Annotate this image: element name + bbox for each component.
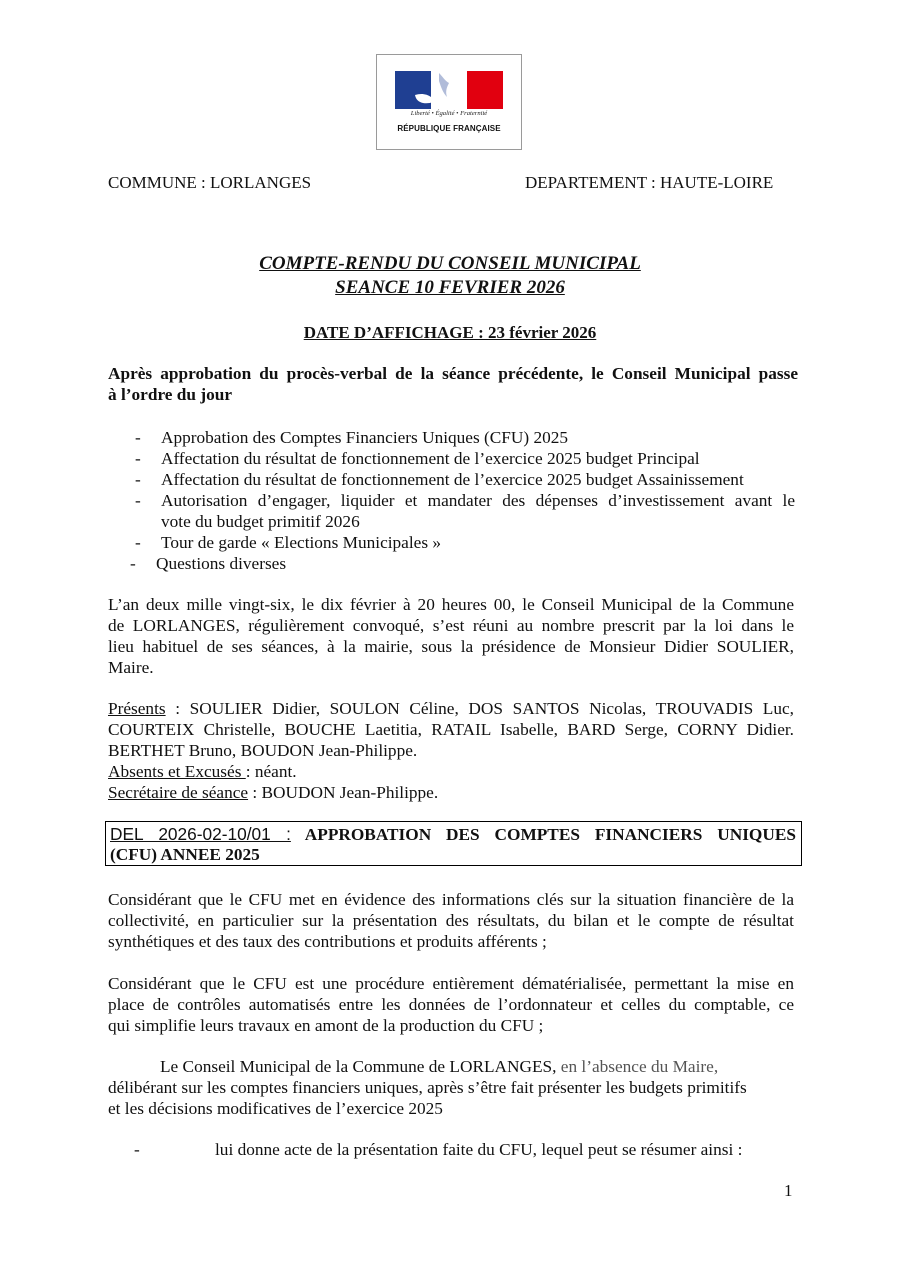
deliberation-title-cont: (CFU) ANNEE 2025	[110, 845, 260, 864]
agenda-dash: -	[135, 428, 141, 447]
council-text-absence: en l’absence du Maire,	[556, 1057, 719, 1076]
secretaire-value: : BOUDON Jean-Philippe.	[248, 783, 439, 802]
intro-paragraph	[108, 363, 798, 405]
agenda-dash: -	[135, 491, 141, 510]
logo-motto: Liberté • Égalité • Fraternité	[410, 110, 488, 117]
deliberation-title	[110, 824, 796, 845]
agenda-text: Tour de garde « Elections Municipales »	[161, 533, 442, 552]
absents-value: : néant.	[245, 762, 297, 781]
presents-line: COURTEIX Christelle, BOUCHE Laetitia, RATAIL Isabelle, BARD Serge, CORNY Didier.	[108, 720, 794, 739]
republique-francaise-logo	[376, 54, 522, 150]
agenda-dash: -	[135, 470, 141, 489]
agenda-text: Approbation des Comptes Financiers Uniques (CFU) 2025	[161, 428, 569, 447]
marianne-emblem-icon	[395, 71, 503, 109]
considerant-line: place de contrôles automatisés entre les données de l’ordonnateur et celles du comptable, ce	[108, 995, 794, 1014]
agenda-item	[135, 427, 795, 448]
absents-label: Absents et Excusés	[108, 762, 246, 781]
acte-text: lui donne acte de la présentation faite du CFU, lequel peut se résumer ainsi :	[215, 1140, 743, 1159]
commune-label: COMMUNE : LORLANGES	[108, 173, 312, 192]
presents-names: : SOULIER Didier, SOULON Céline, DOS SANTOS Nicolas, TROUVADIS Luc,	[165, 699, 794, 718]
session-paragraph	[108, 594, 794, 678]
page-number: 1	[784, 1181, 793, 1200]
session-line: Maire.	[108, 658, 154, 677]
agenda-text: Affectation du résultat de fonctionnement de l’exercice 2025 budget Assainissement	[161, 470, 744, 489]
council-text: Le Conseil Municipal de la Commune de LORLANGES,	[160, 1057, 557, 1076]
agenda-item	[135, 532, 795, 553]
agenda-text: Questions diverses	[156, 554, 287, 573]
council-line: délibérant sur les comptes financiers uniques, après s’être fait présenter les budgets primitifs	[108, 1078, 747, 1097]
departement-label: DEPARTEMENT : HAUTE-LOIRE	[525, 173, 774, 192]
considerant-line: Considérant que le CFU met en évidence des informations clés sur la situation financière de la	[108, 890, 794, 909]
considerant-line: Considérant que le CFU est une procédure entièrement dématérialisée, permettant la mise en	[108, 974, 794, 993]
agenda-text-cont: vote du budget primitif 2026	[161, 512, 360, 531]
considerant-line: synthétiques et des taux des contributions et produits afférents ;	[108, 932, 547, 951]
deliberation-header-box	[105, 821, 802, 866]
presents-label: Présents	[108, 699, 166, 718]
logo-name: RÉPUBLIQUE FRANÇAISE	[397, 124, 501, 133]
presents-line	[108, 698, 794, 719]
page-title: COMPTE-RENDU DU CONSEIL MUNICIPAL	[259, 253, 641, 274]
agenda-dash: -	[130, 554, 136, 573]
agenda-item	[135, 469, 795, 490]
page-subtitle: SEANCE 10 FEVRIER 2026	[335, 277, 565, 298]
session-line: de LORLANGES, régulièrement convoqué, s’est réuni au nombre prescrit par la loi dans le	[108, 616, 794, 635]
council-paragraph	[108, 1056, 794, 1119]
considerant-line: qui simplifie leurs travaux en amont de la production du CFU ;	[108, 1016, 544, 1035]
council-line	[108, 1056, 794, 1077]
deliberation-title-text: APPROBATION DES COMPTES FINANCIERS UNIQUES	[304, 825, 796, 844]
session-line: L’an deux mille vingt-six, le dix février à 20 heures 00, le Conseil Municipal de la Commune	[108, 595, 794, 614]
agenda-item	[135, 448, 795, 469]
agenda-text: Affectation du résultat de fonctionnement de l’exercice 2025 budget Principal	[161, 449, 700, 468]
considerant-paragraph	[108, 889, 794, 952]
agenda-dash: -	[135, 449, 141, 468]
session-line: lieu habituel de ses séances, à la mairie, sous la présidence de Monsieur Didier SOULIER,	[108, 637, 794, 656]
considerant-line: collectivité, en particulier sur la présentation des résultats, du bilan et le compte de résultat	[108, 911, 794, 930]
secretaire-label: Secrétaire de séance	[108, 783, 249, 802]
agenda-item	[130, 553, 790, 574]
agenda-item	[135, 490, 795, 532]
date-affichage: DATE D’AFFICHAGE : 23 février 2026	[303, 323, 597, 342]
agenda-text: Autorisation d’engager, liquider et mandater des dépenses d’investissement avant le	[161, 491, 795, 510]
council-line: et les décisions modificatives de l’exercice 2025	[108, 1099, 443, 1118]
intro-line: Après approbation du procès-verbal de la séance précédente, le Conseil Municipal passe	[108, 364, 798, 383]
absents-line	[108, 761, 794, 782]
acte-dash: -	[134, 1140, 140, 1159]
presents-line: BERTHET Bruno, BOUDON Jean-Philippe.	[108, 741, 418, 760]
secretaire-line	[108, 782, 794, 803]
considerant-paragraph	[108, 973, 794, 1036]
attendance-block	[108, 698, 794, 803]
agenda-dash: -	[135, 533, 141, 552]
deliberation-ref: DEL 2026-02-10/01 :	[110, 824, 291, 844]
intro-line: à l’ordre du jour	[108, 385, 233, 404]
